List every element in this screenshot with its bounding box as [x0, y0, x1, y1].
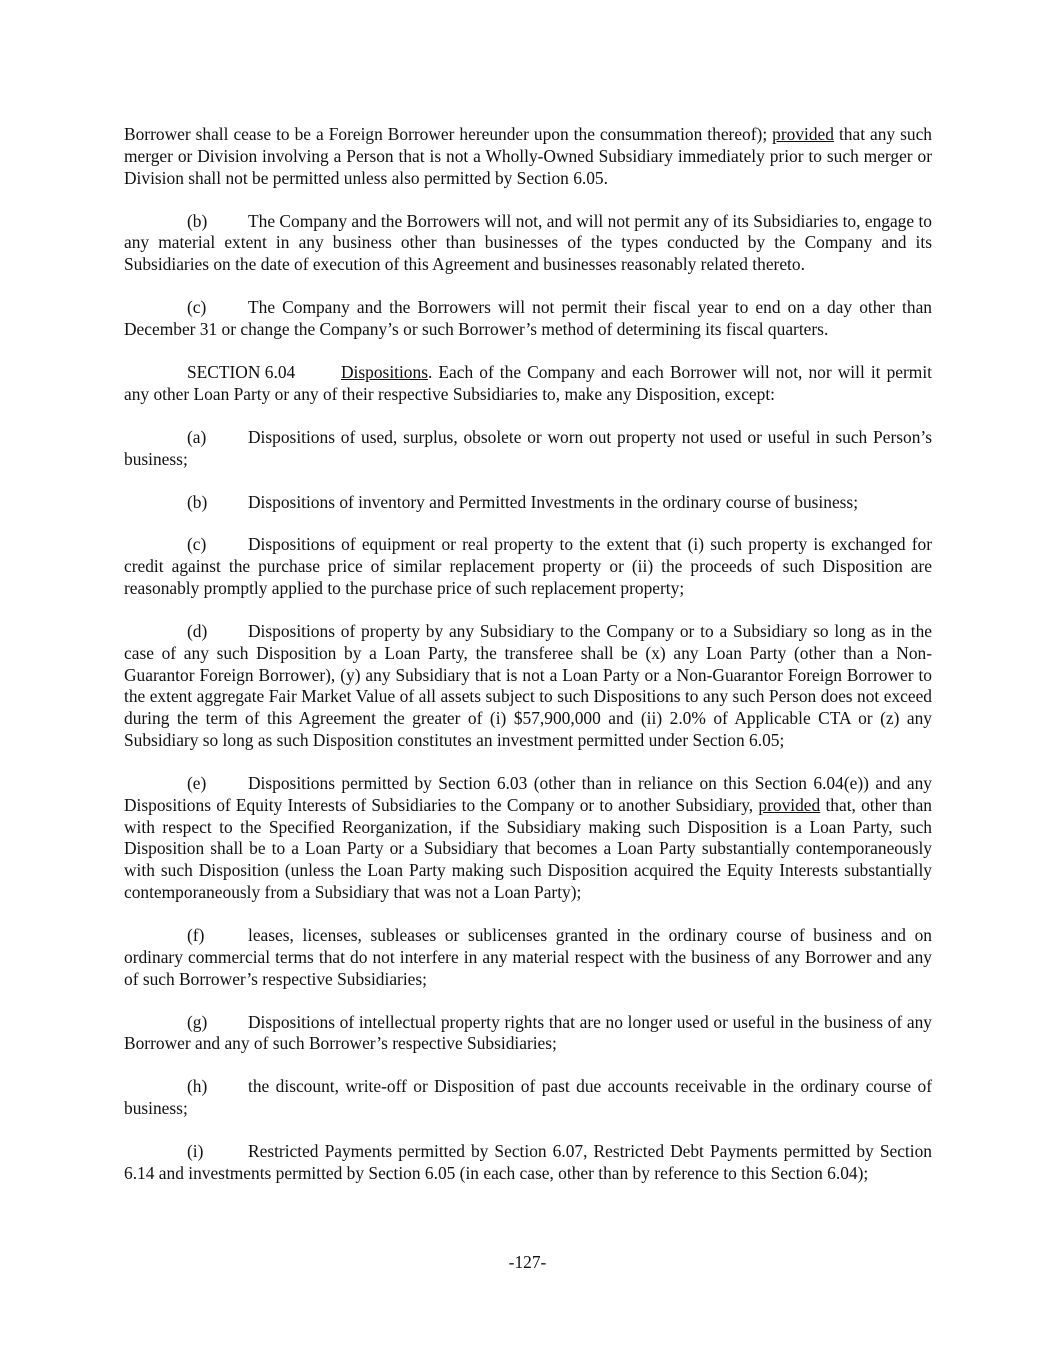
clause-label: (c)	[187, 297, 207, 318]
clause-text-1: Dispositions permitted by Section 6.03 (other than in reliance on this Section 6.04(e)) and any Dispositions of Equity Interests of Subsidiaries to the Company or to another Subsidiary,	[124, 773, 932, 815]
clause-g	[124, 1012, 932, 1056]
clause-e	[124, 773, 932, 904]
clause-text: Dispositions of equipment or real property to the extent that (i) such property is exchanged for credit against the purchase price of similar replacement property or (ii) the proceeds of such Disposition are reasonably promptly applied to the purchase price of such replacement property;	[124, 534, 932, 599]
clause-a	[124, 427, 932, 471]
intro-text-1: Borrower shall cease to be a Foreign Borrower hereunder upon the consummation thereof);	[124, 124, 773, 144]
clause-label: (c)	[187, 534, 207, 555]
clause-i	[124, 1141, 932, 1185]
clause-label: (b)	[187, 210, 208, 231]
provided-term: provided	[758, 794, 821, 815]
page-number: -127-	[508, 1252, 547, 1272]
section-6-04-heading-paragraph	[124, 362, 932, 406]
section-heading: Dispositions	[341, 361, 428, 382]
clause-label: (b)	[187, 491, 208, 512]
clause-text: The Company and the Borrowers will not, and will not permit any of its Subsidiaries to, engage to any material extent in any business other than businesses of the types conducted by the Company and its Subsidiaries on the date of execution of this Agreement and businesses reasonably related thereto.	[124, 210, 932, 275]
clause-b-business	[124, 211, 932, 276]
clause-text: Dispositions of property by any Subsidiary to the Company or to a Subsidiary so long as in the case of any such Disposition by a Loan Party, the transferee shall be (x) any Loan Party (other than a Non-Guarantor Foreign Borrower), (y) any Subsidiary that is not a Loan Party or a Non-Guarantor Foreign Borrower to the extent aggregate Fair Market Value of all assets subject to such Dispositions to any such Person does not exceed during the term of this Agreement the greater of (i) $57,900,000 and (ii) 2.0% of Applicable CTA or (z) any Subsidiary so long as such Disposition constitutes an investment permitted under Section 6.05;	[124, 621, 932, 751]
clause-text: leases, licenses, subleases or sublicenses granted in the ordinary course of business and on ordinary commercial terms that do not interfere in any material respect with the business of any Borrower and any of such Borrower’s respective Subsidiaries;	[124, 925, 932, 989]
clause-d	[124, 621, 932, 752]
clause-b	[124, 492, 932, 514]
clause-f	[124, 925, 932, 990]
clause-label: (i)	[187, 1141, 204, 1162]
clause-label: (a)	[187, 426, 207, 447]
section-intro-text: . Each of the Company and each Borrower will not, nor will it permit any other Loan Party or any of their respective Subsidiaries to, make any Disposition, except:	[124, 361, 932, 404]
clause-text: Restricted Payments permitted by Section 6.07, Restricted Debt Payments permitted by Section 6.14 and investments permitted by Section 6.05 (in each case, other than by reference to this Section 6.04);	[124, 1141, 932, 1183]
clause-label: (g)	[187, 1011, 208, 1032]
clause-text: Dispositions of inventory and Permitted Investments in the ordinary course of business;	[248, 491, 859, 512]
clause-c-fiscal-year	[124, 297, 932, 341]
clause-text: The Company and the Borrowers will not permit their fiscal year to end on a day other than December 31 or change the Company’s or such Borrower’s method of determining its fiscal quarters.	[124, 297, 932, 339]
intro-text-2: that any such merger or Division involving a Person that is not a Wholly-Owned Subsidiary immediately prior to such merger or Division shall not be permitted unless also permitted by Section 6.05.	[124, 124, 932, 188]
clause-text: Dispositions of intellectual property rights that are no longer used or useful in the business of any Borrower and any of such Borrower’s respective Subsidiaries;	[124, 1011, 932, 1054]
section-number: SECTION 6.04	[187, 361, 296, 382]
clause-h	[124, 1076, 932, 1120]
intro-paragraph	[124, 124, 932, 189]
provided-term: provided	[772, 124, 834, 144]
clause-label: (f)	[187, 925, 205, 945]
clause-text: the discount, write-off or Disposition of past due accounts receivable in the ordinary course of business;	[124, 1076, 932, 1119]
clause-c	[124, 534, 932, 599]
clause-label: (d)	[187, 621, 208, 642]
clause-label: (e)	[187, 773, 207, 794]
document-page	[124, 124, 932, 1206]
clause-label: (h)	[187, 1076, 208, 1097]
clause-text: Dispositions of used, surplus, obsolete or worn out property not used or useful in such Person’s business;	[124, 426, 932, 469]
clause-text-2: that, other than with respect to the Specified Reorganization, if the Subsidiary making such Disposition is a Loan Party, such Disposition shall be to a Loan Party or a Subsidiary that becomes a Loan Party substantially contemporaneously with such Disposition (unless the Loan Party making such Disposition acquired the Equity Interests substantially contemporaneously from a Subsidiary that was not a Loan Party);	[124, 794, 932, 903]
